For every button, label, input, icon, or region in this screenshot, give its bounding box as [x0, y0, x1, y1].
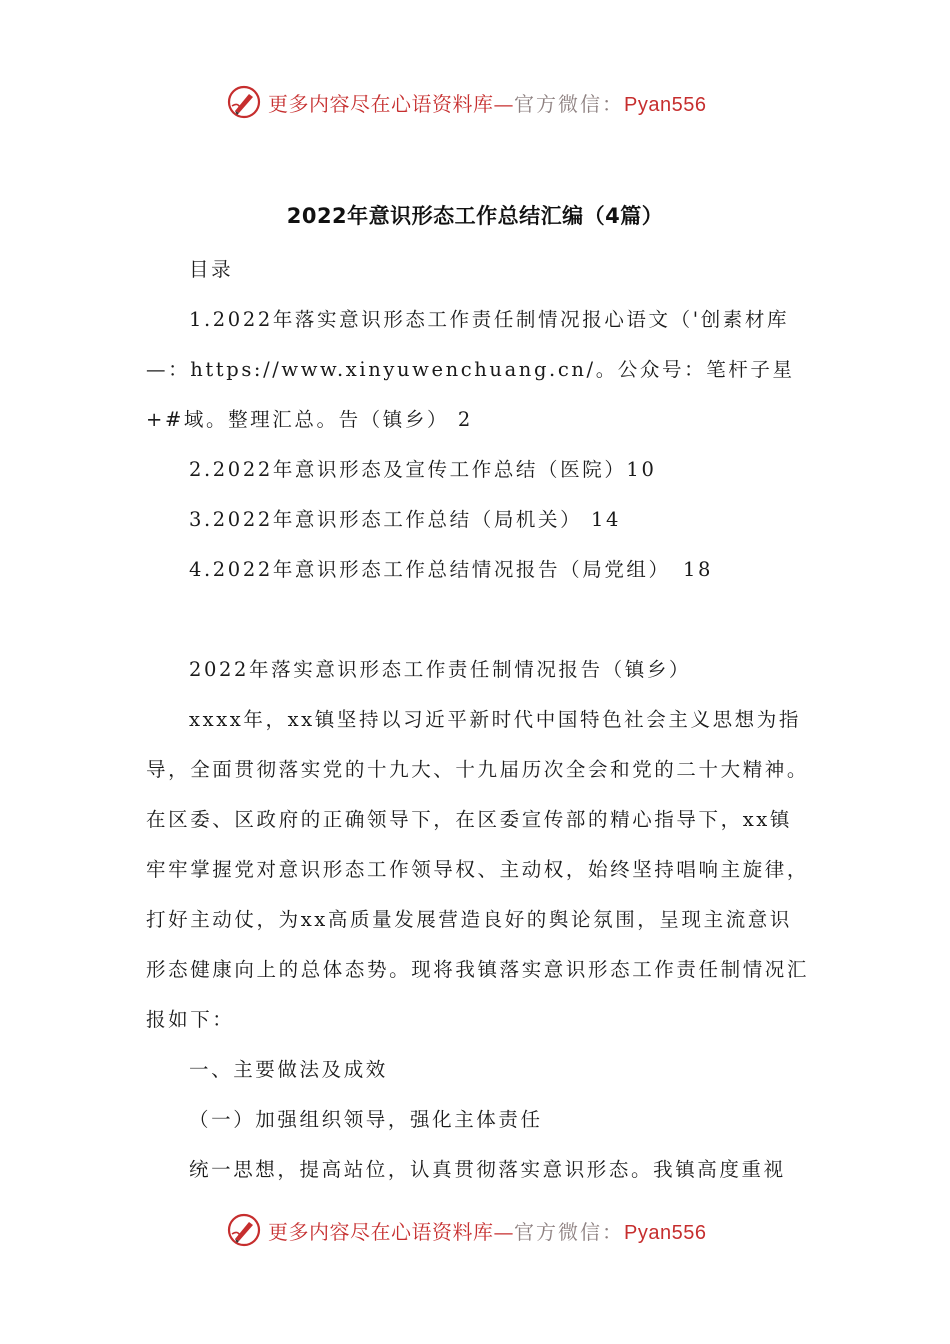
document-body — [146, 245, 810, 1195]
footer-watermark-banner — [226, 1208, 706, 1252]
banner-text — [268, 1216, 706, 1245]
banner-main-text: 更多内容尽在心语资料库— — [268, 1219, 514, 1244]
article-heading: 2022年落实意识形态工作责任制情况报告（镇乡） — [189, 658, 692, 681]
spacer — [146, 595, 810, 645]
toc-item-4: 4.2022年意识形态工作总结情况报告（局党组） 18 — [189, 558, 713, 581]
banner-wechat-id: Pyan556 — [624, 1221, 707, 1244]
section-heading-1: 一、主要做法及成效 — [189, 1058, 388, 1081]
subsection-heading-1: （一）加强组织领导，强化主体责任 — [189, 1108, 543, 1131]
banner-wechat-label: 官方微信： — [514, 91, 624, 116]
toc-label: 目录 — [189, 258, 234, 281]
toc-item-1: 1.2022年落实意识形态工作责任制情况报心语文（'创素材库—：https://www.xinyuwenchuang.cn/。公众号：笔杆子星+#域。整理汇总。告（镇乡） 2 — [146, 308, 795, 431]
banner-text — [268, 88, 706, 117]
toc-item-3: 3.2022年意识形态工作总结（局机关） 14 — [189, 508, 622, 531]
toc-item-2: 2.2022年意识形态及宣传工作总结（医院）10 — [189, 458, 657, 481]
banner-wechat-label: 官方微信： — [514, 1219, 624, 1244]
article-paragraph-2: 统一思想，提高站位，认真贯彻落实意识形态。我镇高度重视 — [189, 1158, 786, 1181]
banner-wechat-id: Pyan556 — [624, 93, 707, 116]
pen-logo-icon — [226, 1212, 262, 1248]
banner-main-text: 更多内容尽在心语资料库— — [268, 91, 514, 116]
article-paragraph-1: xxxx年，xx镇坚持以习近平新时代中国特色社会主义思想为指导，全面贯彻落实党的十九大、十九届历次全会和党的二十大精神。在区委、区政府的正确领导下，在区委宣传部的精心指导下，xx镇牢牢掌握党对意识形态工作领导权、主动权，始终坚持唱响主旋律，打好主动仗，为xx高质量发展营造良好的舆论氛围，呈现主流意识形态健康向上的总体态势。现将我镇落实意识形态工作责任制情况汇报如下： — [146, 708, 810, 1031]
page-title: 2022年意识形态工作总结汇编（4篇） — [286, 204, 664, 228]
pen-logo-icon — [226, 84, 262, 120]
header-watermark-banner — [226, 80, 706, 124]
